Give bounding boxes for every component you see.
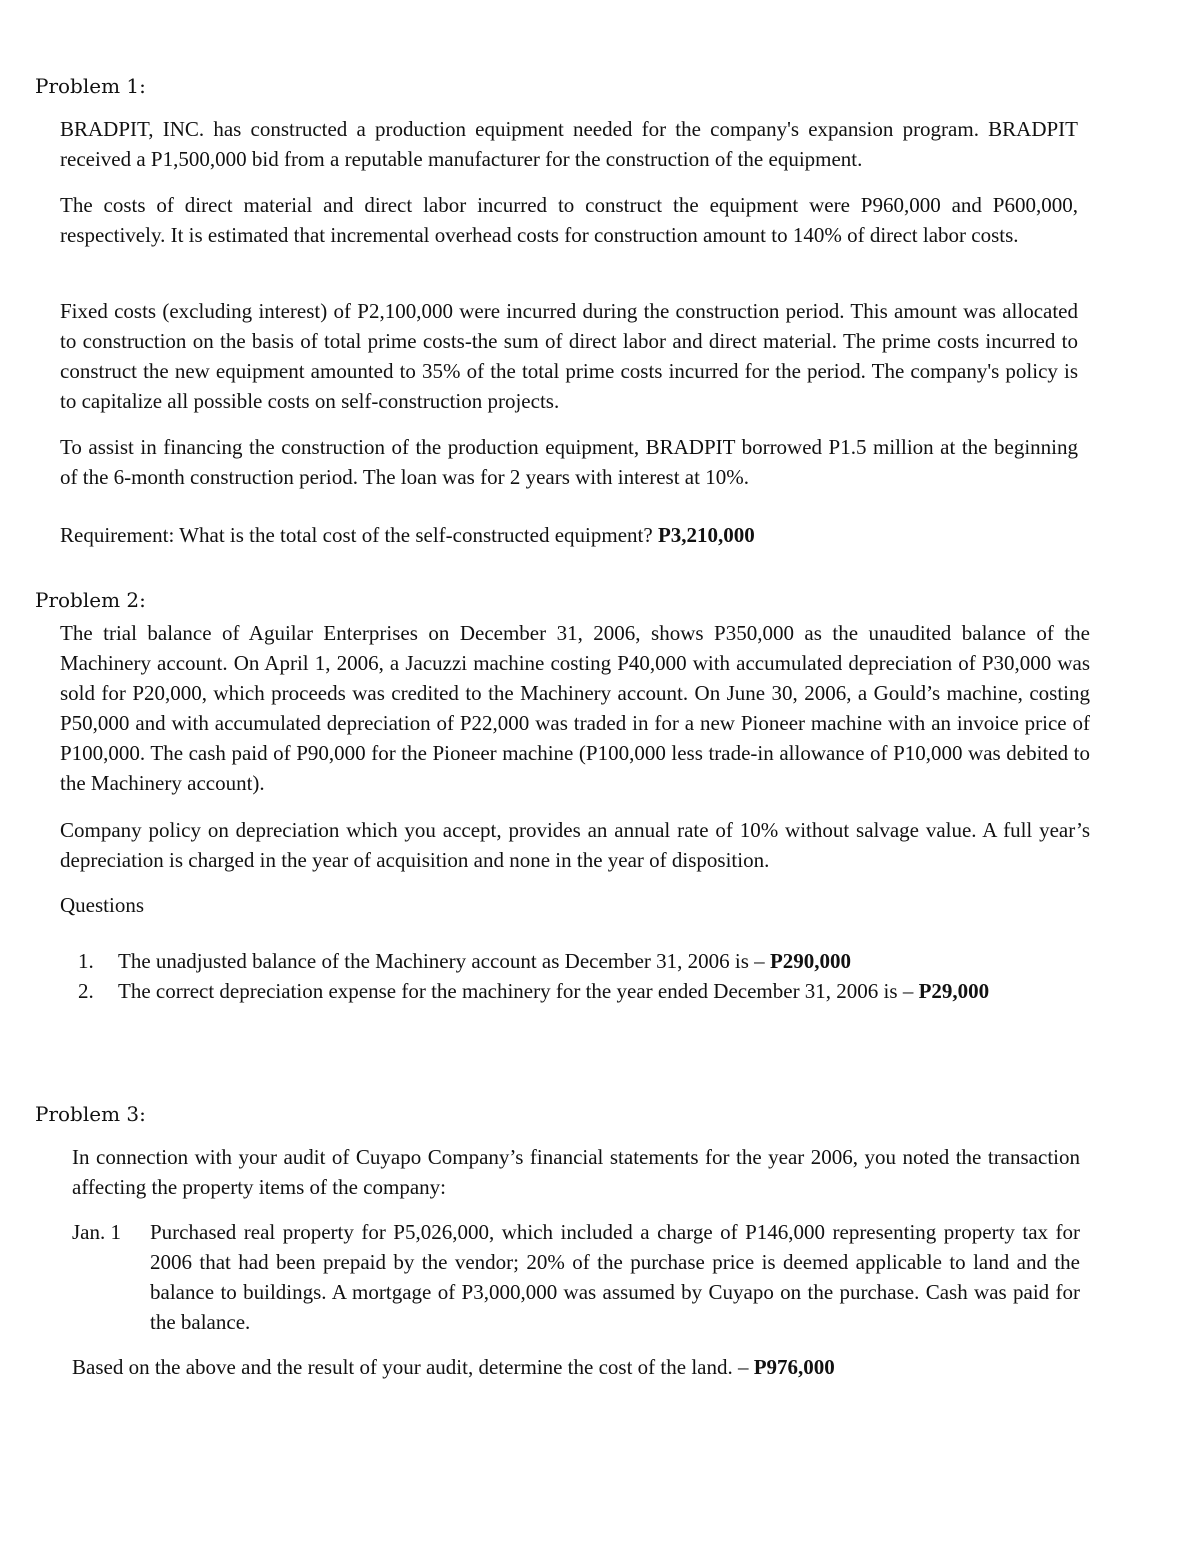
questions-list <box>78 946 1078 1006</box>
list-item <box>78 976 1078 1006</box>
question-text: The correct depreciation expense for the machinery for the year ended December 31, 2006 is – <box>118 979 914 1003</box>
problem-1-heading: Problem 1: <box>35 74 146 98</box>
question-number: 2. <box>78 979 94 1003</box>
question-answer: P290,000 <box>769 949 852 973</box>
requirement-answer: P3,210,000 <box>657 523 755 547</box>
problem-1-paragraph: Fixed costs (excluding interest) of P2,100,000 were incurred during the construction period. This amount was allocated to construction on the basis of total prime costs-the sum of direct labor and direct material. The prime costs incurred to construct the new equipment amounted to 35% of the total prime costs incurred for the period. The company's policy is to capitalize all possible costs on self-construction projects. <box>60 299 1078 413</box>
problem-2-paragraph: The trial balance of Aguilar Enterprises on December 31, 2006, shows P350,000 as the unaudited balance of the Machinery account. On April 1, 2006, a Jacuzzi machine costing P40,000 with accumulated depreciation of P30,000 was sold for P20,000, which proceeds was credited to the Machinery account. On June 30, 2006, a Gould’s machine, costing P50,000 and with accumulated depreciation of P22,000 was traded in for a new Pioneer machine with an invoice price of P100,000. The cash paid of P90,000 for the Pioneer machine (P100,000 less trade-in allowance of P10,000 was debited to the Machinery account). <box>60 621 1090 795</box>
entry-text: Purchased real property for P5,026,000, which included a charge of P146,000 representing property tax for 2006 that had been prepaid by the vendor; 20% of the purchase price is deemed applicable to land and the balance to buildings. A mortgage of P3,000,000 was assumed by Cuyapo on the purchase. Cash was paid for the balance. <box>150 1220 1080 1334</box>
question-answer: P29,000 <box>918 979 990 1003</box>
problem-3-heading: Problem 3: <box>35 1102 146 1126</box>
problem-1-requirement <box>60 520 755 550</box>
problem-2-paragraph: Company policy on depreciation which you accept, provides an annual rate of 10% without salvage value. A full year’s depreciation is charged in the year of acquisition and none in the year of disposition. <box>60 818 1090 872</box>
requirement-text: Requirement: What is the total cost of the self-constructed equipment? <box>60 523 653 547</box>
entry-date: Jan. 1 <box>72 1220 121 1244</box>
problem-1-paragraph: The costs of direct material and direct labor incurred to construct the equipment were P960,000 and P600,000, respectively. It is estimated that incremental overhead costs for construction amount to 140% of direct labor costs. <box>60 193 1078 247</box>
conclusion-text: Based on the above and the result of your audit, determine the cost of the land. – <box>72 1355 749 1379</box>
conclusion-answer: P976,000 <box>753 1355 835 1379</box>
transaction-entry <box>72 1217 1080 1337</box>
questions-label: Questions <box>60 893 144 917</box>
question-number: 1. <box>78 949 94 973</box>
list-item <box>78 946 1078 976</box>
problem-3-intro: In connection with your audit of Cuyapo Company’s financial statements for the year 2006, you noted the transaction affecting the property items of the company: <box>72 1145 1080 1199</box>
problem-3-conclusion <box>72 1352 835 1382</box>
problem-1-paragraph: To assist in financing the construction of the production equipment, BRADPIT borrowed P1.5 million at the beginning of the 6-month construction period. The loan was for 2 years with interest at 10%. <box>60 435 1078 489</box>
problem-2-heading: Problem 2: <box>35 588 146 612</box>
problem-1-paragraph: BRADPIT, INC. has constructed a production equipment needed for the company's expansion program. BRADPIT received a P1,500,000 bid from a reputable manufacturer for the construction of the equipment. <box>60 117 1078 171</box>
question-text: The unadjusted balance of the Machinery account as December 31, 2006 is – <box>118 949 765 973</box>
